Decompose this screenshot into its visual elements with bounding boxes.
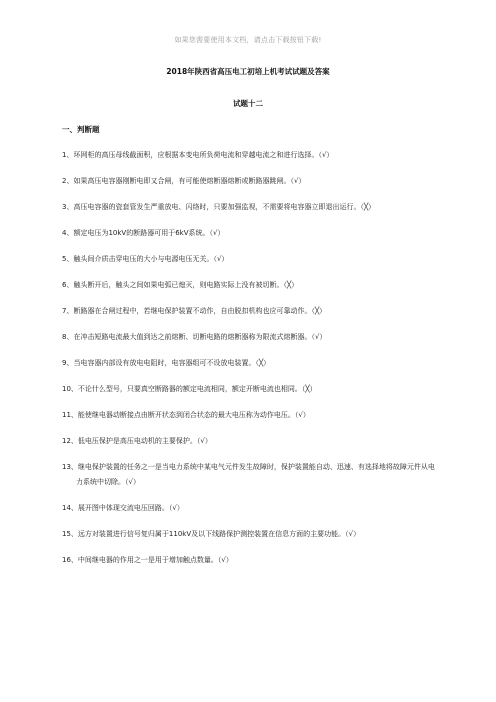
- document-subtitle: 试题十二: [233, 99, 263, 108]
- download-watermark: 如果您需要使用本文档，请点击下载按钮下载!: [174, 36, 322, 44]
- question-item-16: 16、中间继电器的作用之一是用于增加触点数量。（√）: [62, 556, 233, 564]
- question-item-6: 6、触头断开后，触头之间如果电弧已熄灭，则电路实际上没有被切断。（╳）: [62, 281, 299, 289]
- question-list: [62, 148, 440, 579]
- question-item-11: 11、能使继电器动断接点由断开状态到闭合状态的最大电压称为动作电压。（√）: [62, 411, 310, 419]
- question-item-1: 1、环网柜的高压母线截面积，应根据本变电所负荷电流和穿越电流之和进行选择。（√）: [62, 151, 334, 159]
- question-item-15: 15、远方对装置进行信号复归属于110kV及以下线路保护测控装置在信息方面的主要功能。（√）: [62, 530, 361, 538]
- question-item-4: 4、额定电压为10kV的断路器可用于6kV系统。（√）: [62, 229, 225, 237]
- question-item-3: 3、高压电容器的瓷套管发生严重放电、闪络时，只要加强监视，不需要将电容器立即退出运行。（╳）: [62, 203, 376, 211]
- question-item-8: 8、在冲击短路电流最大值到达之前熔断、切断电路的熔断器称为限流式熔断器。（√）: [62, 333, 327, 341]
- question-item-5: 5、触头间介质击穿电压的大小与电源电压无关。（√）: [62, 255, 229, 263]
- question-item-10: 10、不论什么型号，只要真空断路器的额定电流相同，额定开断电流也相同。（╳）: [62, 385, 317, 393]
- section-heading: 一、判断题: [62, 125, 100, 134]
- question-item-13: 13、继电保护装置的任务之一是当电力系统中某电气元件发生故障时，保护装置能自动、迅速、有选择地将故障元件从电力系统中切除。（√）: [62, 463, 435, 486]
- document-title: 2018年陕西省高压电工初培上机考试试题及答案: [166, 67, 330, 76]
- question-item-14: 14、展开图中体现交流电压回路。（√）: [62, 504, 184, 512]
- question-item-2: 2、如果高压电容器刚断电即又合闸，有可能使熔断器熔断或断路器跳闸。（√）: [62, 177, 306, 185]
- question-item-9: 9、当电容器内部设有放电电阻时，电容器组可不设放电装置。（╳）: [62, 359, 271, 367]
- question-item-7: 7、断路器在合闸过程中，若继电保护装置不动作，自由脱扣机构也应可靠动作。（╳）: [62, 307, 327, 315]
- question-item-12: 12、低电压保护是高压电动机的主要保护。（√）: [62, 437, 212, 445]
